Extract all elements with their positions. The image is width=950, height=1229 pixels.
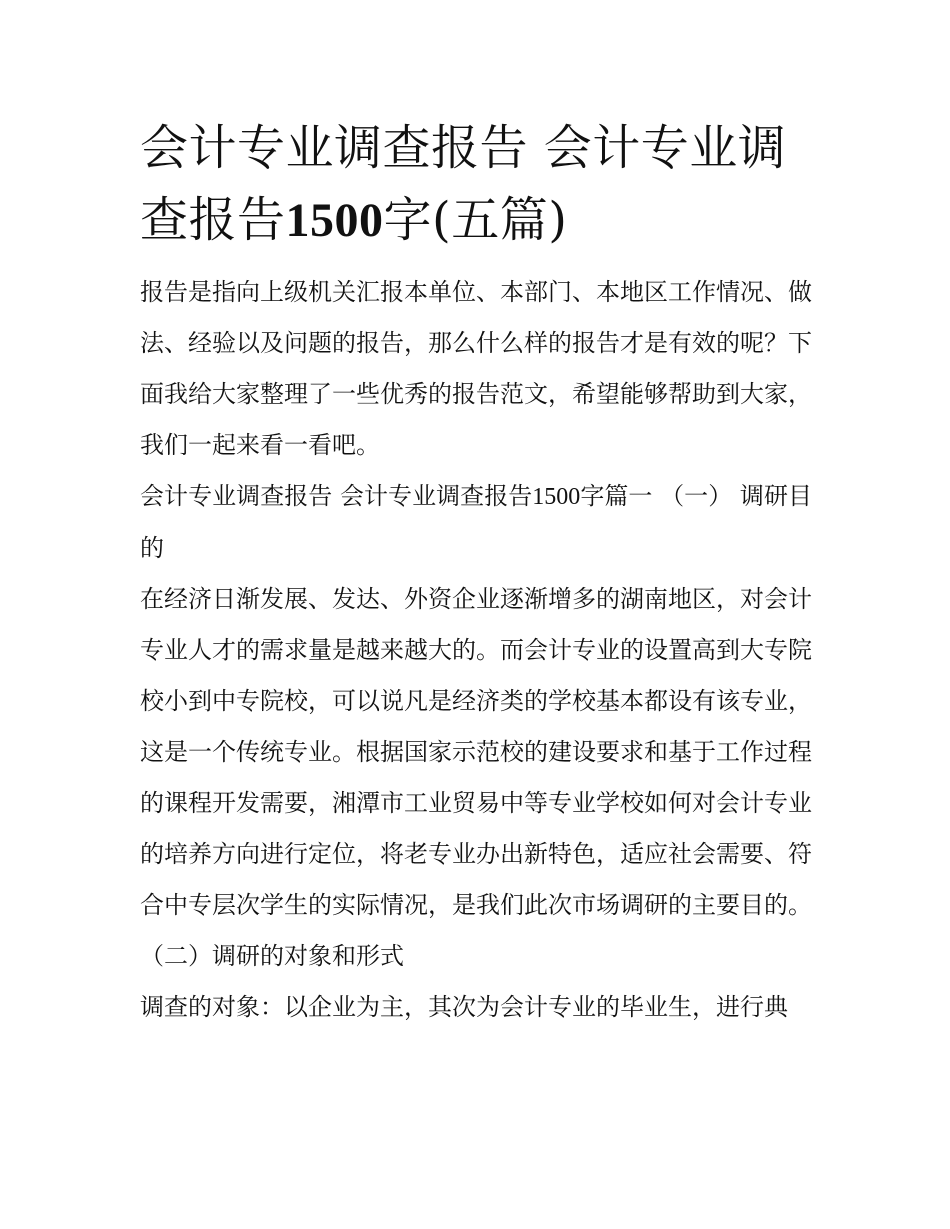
section-1-heading-number: 1500 [532, 484, 581, 510]
section-2-body: 调查的对象：以企业为主，其次为会计专业的毕业生，进行典 [140, 993, 788, 1021]
section-1-heading-part-2: 字篇一 （一） 调研目的 [140, 482, 812, 562]
title-number: 1500 [285, 194, 384, 247]
section-1-body: 在经济日渐发展、发达、外资企业逐渐增多的湖南地区，对会计专业人才的需求量是越来越大的。而会计专业的设置高到大专院校小到中专院校，可以说凡是经济类的学校基本都设有该专业，这是一个传统专业。根据国家示范校的建设要求和基于工作过程的课程开发需要，湘潭市工业贸易中等专业学校如何对会计专业的培养方向进行定位，将老专业办出新特色，适应社会需要、符合中专层次学生的实际情况，是我们此次市场调研的主要目的。 [140, 585, 812, 919]
document-content [140, 112, 812, 1033]
title-text-part-2: 字(五篇) [383, 192, 568, 248]
section-2-heading: （二）调研的对象和形式 [140, 942, 404, 970]
section-1-heading [140, 471, 812, 574]
document-title [140, 112, 812, 257]
intro-paragraph: 报告是指向上级机关汇报本单位、本部门、本地区工作情况、做法、经验以及问题的报告，那么什么样的报告才是有效的呢？下面我给大家整理了一些优秀的报告范文，希望能够帮助到大家，我们一起来看一看吧。 [140, 278, 812, 459]
section-1-heading-part-1: 会计专业调查报告 会计专业调查报告 [140, 482, 533, 510]
title-text-part-1: 会计专业调查报告 会计专业调查报告 [140, 120, 787, 248]
